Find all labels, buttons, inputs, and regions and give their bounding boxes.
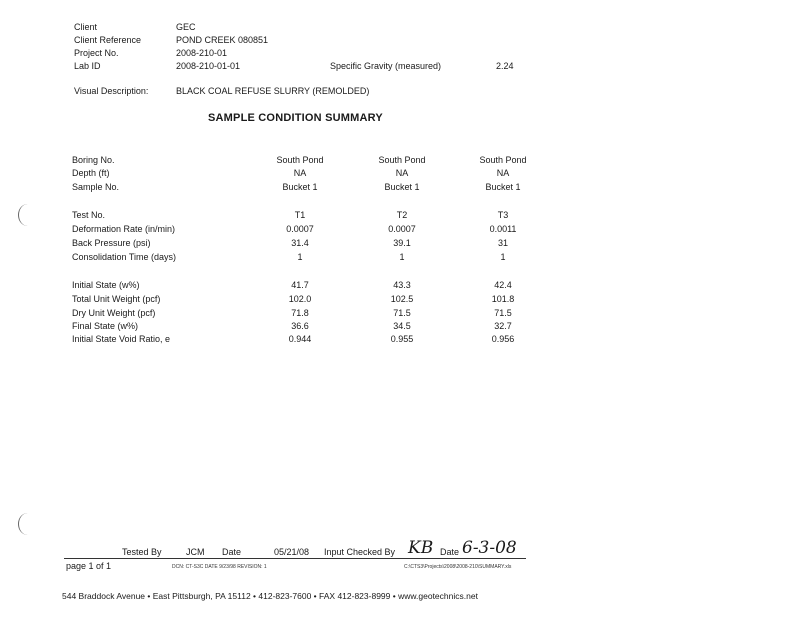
cell: 1 [399, 252, 405, 262]
row-label: Initial State Void Ratio, e [72, 334, 171, 344]
footer-rule [64, 558, 526, 559]
cell: 0.955 [390, 334, 414, 344]
specific-gravity-label: Specific Gravity (measured) [330, 61, 442, 71]
cell: 0.0007 [388, 224, 416, 234]
cell: South Pond [378, 155, 426, 165]
cell: South Pond [276, 155, 324, 165]
cell: Bucket 1 [485, 182, 521, 192]
row-label: Consolidation Time (days) [72, 252, 177, 262]
cell: 0.944 [288, 334, 312, 344]
document-control-number: DCN: CT-S3C DATE 9/23/98 REVISION: 1 [172, 564, 267, 570]
cell: T1 [294, 210, 306, 220]
cell: 42.4 [494, 280, 512, 290]
lab-id-label: Lab ID [74, 61, 101, 71]
cell: NA [395, 168, 409, 178]
project-number-value: 2008-210-01 [176, 48, 228, 58]
client-reference-value: POND CREEK 080851 [176, 35, 269, 45]
document-title: SAMPLE CONDITION SUMMARY [208, 112, 383, 124]
visual-description-value: BLACK COAL REFUSE SLURRY (REMOLDED) [176, 86, 370, 96]
cell: NA [293, 168, 307, 178]
cell: T3 [497, 210, 509, 220]
cell: 102.5 [390, 294, 414, 304]
row-label: Test No. [72, 210, 106, 220]
cell: 102.0 [288, 294, 312, 304]
cell: 36.6 [291, 321, 309, 331]
lab-id-value: 2008-210-01-01 [176, 61, 241, 71]
company-address: 544 Braddock Avenue • East Pittsburgh, PA 15112 • 412-823-7600 • FAX 412-823-8999 • www.geotechnics.net [62, 591, 478, 601]
cell: 0.0007 [286, 224, 314, 234]
cell: 101.8 [491, 294, 515, 304]
row-label: Final State (w%) [72, 321, 139, 331]
specific-gravity-value: 2.24 [496, 61, 514, 71]
date-value: 05/21/08 [274, 547, 310, 557]
checked-by-initials: KB [408, 538, 434, 558]
row-label: Depth (ft) [72, 168, 110, 178]
hole-punch-mark [18, 204, 37, 226]
row-label: Back Pressure (psi) [72, 238, 151, 248]
cell: 43.3 [393, 280, 411, 290]
date2-label: Date [440, 547, 460, 557]
cell: Bucket 1 [282, 182, 318, 192]
tested-by-value: JCM [186, 547, 205, 557]
row-label: Total Unit Weight (pcf) [72, 294, 161, 304]
cell: 71.5 [393, 308, 411, 318]
project-number-label: Project No. [74, 48, 119, 58]
cell: 34.5 [393, 321, 411, 331]
cell: Bucket 1 [384, 182, 420, 192]
cell: 0.956 [491, 334, 515, 344]
client-value: GEC [176, 22, 196, 32]
row-label: Boring No. [72, 155, 115, 165]
row-label: Sample No. [72, 182, 120, 192]
row-label: Dry Unit Weight (pcf) [72, 308, 156, 318]
page-number: page 1 of 1 [66, 561, 112, 571]
cell: 0.0011 [489, 224, 517, 234]
cell: T2 [396, 210, 408, 220]
cell: South Pond [479, 155, 527, 165]
cell: 31.4 [291, 238, 309, 248]
cell: 41.7 [291, 280, 309, 290]
client-label: Client [74, 22, 98, 32]
input-checked-by-label: Input Checked By [324, 547, 396, 557]
cell: NA [496, 168, 510, 178]
tested-by-label: Tested By [122, 547, 162, 557]
cell: 1 [297, 252, 303, 262]
cell: 39.1 [393, 238, 411, 248]
date2-handwritten: 6-3-08 [462, 538, 517, 558]
visual-description-label: Visual Description: [74, 86, 149, 96]
cell: 31 [497, 238, 509, 248]
cell: 32.7 [494, 321, 512, 331]
row-label: Initial State (w%) [72, 280, 140, 290]
client-reference-label: Client Reference [74, 35, 142, 45]
file-path: C:\CTS3\Projects\2008\2008-210\SUMMARY.xls [404, 564, 512, 570]
cell: 71.8 [291, 308, 309, 318]
date-label: Date [222, 547, 242, 557]
cell: 71.5 [494, 308, 512, 318]
hole-punch-mark [18, 513, 37, 535]
row-label: Deformation Rate (in/min) [72, 224, 176, 234]
cell: 1 [500, 252, 506, 262]
